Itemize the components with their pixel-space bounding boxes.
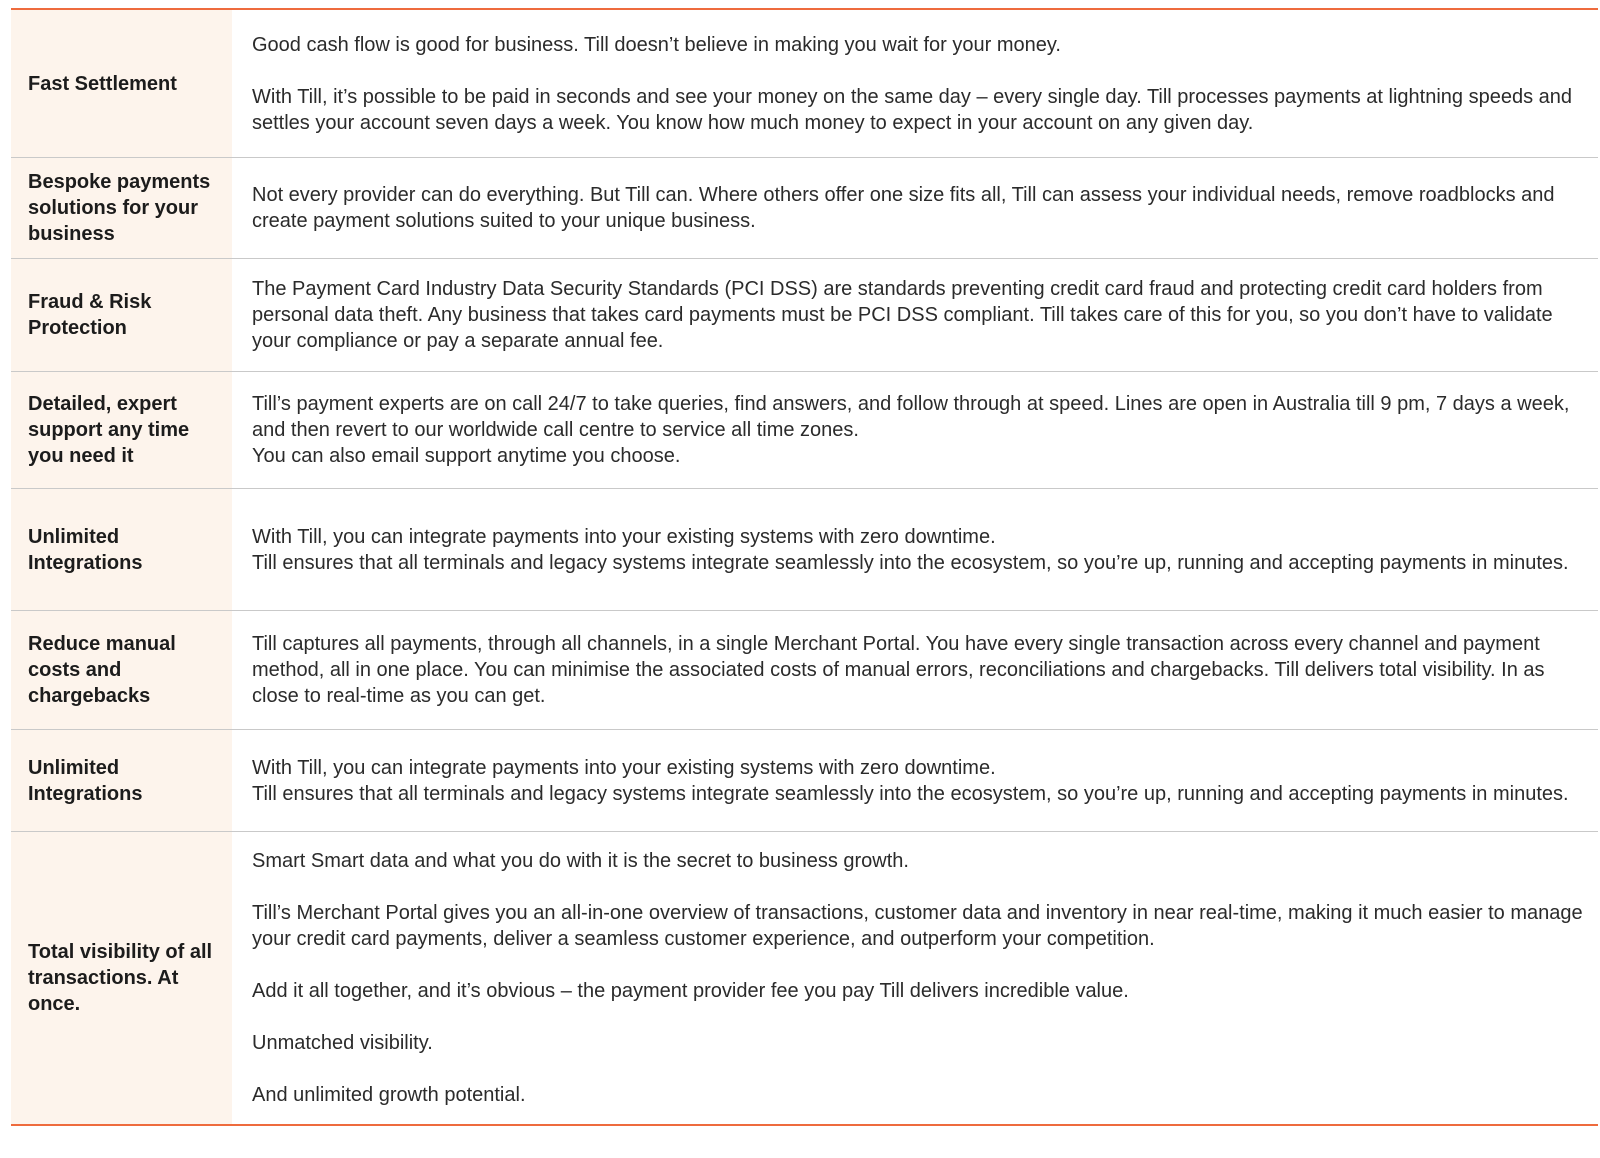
feature-table: [11, 8, 1598, 1126]
paragraph: And unlimited growth potential.: [252, 1084, 526, 1106]
table-row-expert-support: [11, 372, 1598, 489]
paragraph: Till ensures that all terminals and legacy systems integrate seamlessly into the ecosystem, so you’re up, running and accepting payments in minutes.: [252, 551, 1569, 574]
table-row-unlimited-integrations: [11, 489, 1598, 611]
paragraph: Smart Smart data and what you do with it is the secret to business growth.: [252, 850, 909, 872]
row-description: [232, 730, 1598, 831]
row-label: Total visibility of all transactions. At once.: [11, 832, 232, 1124]
paragraph: Till captures all payments, through all channels, in a single Merchant Portal. You have every single transaction across every channel and payment method, all in one place. You can minimise the associated costs of manual errors, reconciliations and chargebacks. Till delivers total visibility. In as close to real-time as you can get.: [252, 633, 1545, 707]
table-row-fast-settlement: [11, 10, 1598, 158]
row-label: Unlimited Integrations: [11, 489, 232, 610]
row-description: [232, 611, 1598, 729]
paragraph: You can also email support anytime you choose.: [252, 445, 681, 467]
table-row-reduce-manual-costs: [11, 611, 1598, 730]
paragraph: Till ensures that all terminals and legacy systems integrate seamlessly into the ecosystem, so you’re up, running and accepting payments in minutes.: [252, 782, 1569, 805]
row-description: [232, 832, 1598, 1124]
row-label: Detailed, expert support any time you need it: [11, 372, 232, 488]
row-description: [232, 158, 1598, 258]
row-description: [232, 259, 1598, 371]
table-row-fraud-risk: [11, 259, 1598, 372]
paragraph: Till’s Merchant Portal gives you an all-in-one overview of transactions, customer data and inventory in near real-time, making it much easier to manage your credit card payments, deliver a seamless customer experience, and outperform your competition.: [252, 902, 1583, 950]
row-label: Fast Settlement: [11, 10, 232, 157]
row-label: Bespoke payments solutions for your business: [11, 158, 232, 258]
paragraph: With Till, it’s possible to be paid in seconds and see your money on the same day – every single day. Till processes payments at lightning speeds and settles your account seven days a week. You know how much money to expect in your account on any given day.: [252, 85, 1572, 134]
row-label: Unlimited Integrations: [11, 730, 232, 831]
paragraph: With Till, you can integrate payments into your existing systems with zero downtime.: [252, 525, 996, 548]
row-label: Reduce manual costs and chargebacks: [11, 611, 232, 729]
paragraph: Add it all together, and it’s obvious – the payment provider fee you pay Till delivers incredible value.: [252, 980, 1129, 1002]
row-description: [232, 489, 1598, 610]
paragraph: Till’s payment experts are on call 24/7 to take queries, find answers, and follow through at speed. Lines are open in Australia till 9 pm, 7 days a week, and then revert to our worldwide call centre to service all time zones.: [252, 393, 1570, 441]
row-label: Fraud & Risk Protection: [11, 259, 232, 371]
table-row-total-visibility: [11, 832, 1598, 1124]
paragraph: With Till, you can integrate payments into your existing systems with zero downtime.: [252, 756, 996, 779]
paragraph: Unmatched visibility.: [252, 1032, 433, 1054]
paragraph: Good cash flow is good for business. Till doesn’t believe in making you wait for your money.: [252, 33, 1061, 56]
table-row-bespoke-payments: [11, 158, 1598, 259]
paragraph: Not every provider can do everything. But Till can. Where others offer one size fits all, Till can assess your individual needs, remove roadblocks and create payment solutions suited to your unique business.: [252, 184, 1555, 232]
paragraph: The Payment Card Industry Data Security Standards (PCI DSS) are standards preventing credit card fraud and protecting credit card holders from personal data theft. Any business that takes card payments must be PCI DSS compliant. Till takes care of this for you, so you don’t have to validate your compliance or pay a separate annual fee.: [252, 278, 1553, 352]
row-description: [232, 372, 1598, 488]
row-description: [232, 10, 1598, 157]
table-row-unlimited-integrations-2: [11, 730, 1598, 832]
